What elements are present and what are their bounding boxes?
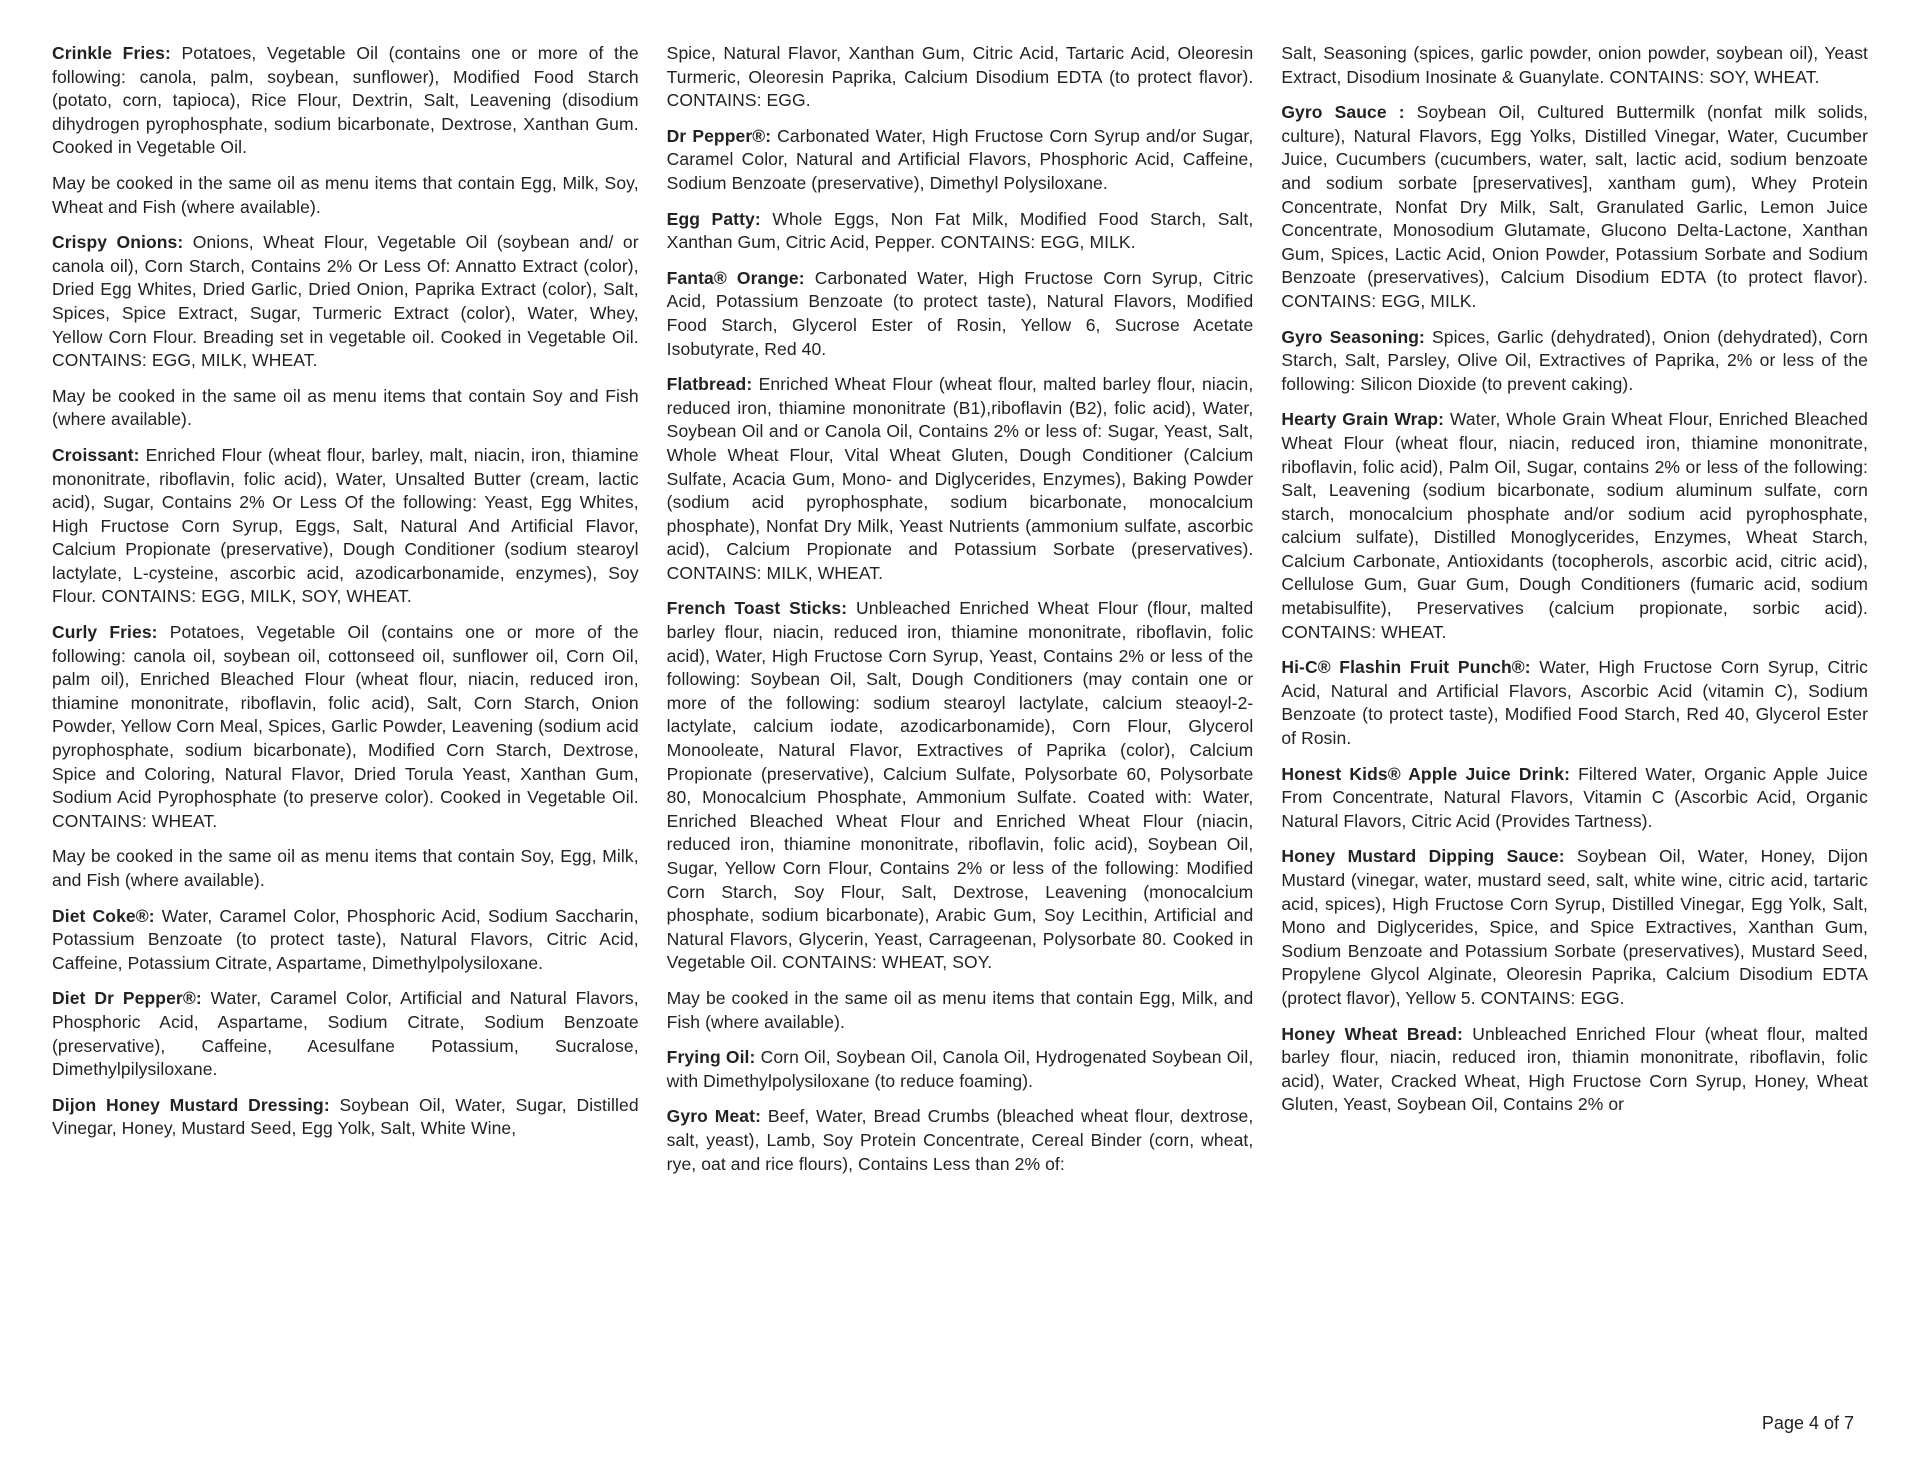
ingredient-paragraph (1281, 1023, 1868, 1117)
ingredient-item-text: Water, Caramel Color, Artificial and Natural Flavors, Phosphoric Acid, Aspartame, Sodium Citrate, Sodium Benzoate (preservative), Caffeine, Acesulfane Potassium, Sucralose, Dimethylpilysiloxane. (52, 988, 639, 1080)
ingredient-item-text: Spices, Garlic (dehydrated), Onion (dehydrated), Corn Starch, Salt, Parsley, Olive Oil, Extractives of Paprika, 2% or less of the following: Silicon Dioxide (to prevent caking). (1281, 326, 1869, 394)
ingredients-columns (52, 42, 1868, 1188)
ingredient-item-name: Crispy Onions: (52, 232, 184, 253)
note-paragraph (667, 42, 1254, 113)
ingredient-item-text: May be cooked in the same oil as menu items that contain Egg, Milk, Soy, Wheat and Fish (where available). (52, 172, 639, 217)
ingredient-item-text: Unbleached Enriched Wheat Flour (flour, malted barley flour, niacin, reduced iron, thiamine mononitrate, riboflavin, folic acid), Water, High Fructose Corn Syrup, Yeast, Contains 2% or less of the following: Soybean Oil, Salt, Dough Conditioners (may contain one or more of the following: sodium stearoyl lactylate, calcium steaoyl-2-lactylate, calcium iodate, azodicarbonamide), Corn Flour, Glycerol Monooleate, Natural Flavor, Extractives of Paprika (color), Calcium Propionate (preservative), Calcium Sulfate, Polysorbate 60, Polysorbate 80, Monocalcium Phosphate, Ammonium Sulfate. Coated with: Water, Enriched Bleached Wheat Flour and Enriched Wheat Flour (niacin, reduced iron, thiamine mononitrate, riboflavin, folic acid), Soybean Oil, Sugar, Yellow Corn Flour, Contains 2% or less of the following: Modified Corn Starch, Soy Flour, Salt, Dextrose, Leavening (monocalcium phosphate, sodium bicarbonate), Arabic Gum, Soy Lecithin, Artificial and Natural Flavors, Glycerin, Yeast, Carrageenan, Polysorbate 80. Cooked in Vegetable Oil. CONTAINS: WHEAT, SOY. (666, 598, 1254, 973)
ingredient-item-text: Unbleached Enriched Flour (wheat flour, malted barley flour, niacin, reduced iron, thiamin mononitrate, riboflavin, folic acid), Water, Cracked Wheat, High Fructose Corn Syrup, Honey, Wheat Gluten, Yeast, Soybean Oil, Contains 2% or (1281, 1023, 1869, 1115)
ingredient-item-name: Hearty Grain Wrap: (1281, 409, 1445, 430)
ingredient-item-text: Carbonated Water, High Fructose Corn Syrup, Citric Acid, Potassium Benzoate (to protect taste), Natural Flavors, Modified Food Starch, Glycerol Ester of Rosin, Yellow 6, Sucrose Acetate Isobutyrate, Red 40. (666, 267, 1254, 359)
column-1 (52, 42, 639, 1188)
ingredient-item-name: Curly Fries: (52, 622, 158, 643)
ingredient-item-name: French Toast Sticks: (666, 598, 848, 619)
ingredient-item-name: Frying Oil: (666, 1047, 756, 1068)
ingredient-item-text: Soybean Oil, Water, Sugar, Distilled Vinegar, Honey, Mustard Seed, Egg Yolk, Salt, White Wine, (52, 1094, 639, 1139)
ingredient-item-text: Water, High Fructose Corn Syrup, Citric Acid, Natural and Artificial Flavors, Ascorbic Acid (vitamin C), Sodium Benzoate (to protect taste), Modified Food Starch, Red 40, Glycerol Ester of Rosin. (1281, 657, 1869, 749)
ingredient-item-name: Gyro Seasoning: (1281, 326, 1425, 347)
ingredient-item-text: Enriched Wheat Flour (wheat flour, malted barley flour, niacin, reduced iron, thiamine mononitrate (B1),riboflavin (B2), folic acid), Water, Soybean Oil and or Canola Oil, Contains 2% or less of: Sugar, Yeast, Salt, Whole Wheat Flour, Vital Wheat Gluten, Dough Conditioner (Calcium Sulfate, Acacia Gum, Mono- and Diglycerides, Enzymes), Baking Powder (sodium acid pyrophosphate, sodium bicarbonate, monocalcium phosphate), Nonfat Dry Milk, Yeast Nutrients (ammonium sulfate, ascorbic acid), Calcium Propionate and Potassium Sorbate (preservatives). CONTAINS: MILK, WHEAT. (666, 374, 1254, 583)
ingredient-item-text: Beef, Water, Bread Crumbs (bleached wheat flour, dextrose, salt, yeast), Lamb, Soy Protein Concentrate, Cereal Binder (corn, wheat, rye, oat and rice flours), Contains Less than 2% of: (666, 1106, 1254, 1174)
ingredient-paragraph (52, 444, 639, 609)
ingredient-paragraph (667, 1046, 1254, 1093)
ingredient-paragraph (1281, 845, 1868, 1010)
note-paragraph (52, 845, 639, 892)
ingredient-item-name: Gyro Meat: (666, 1106, 761, 1127)
ingredient-item-text: Potatoes, Vegetable Oil (contains one or more of the following: canola oil, soybean oil, cottonseed oil, sunflower oil, Corn Oil, palm oil), Enriched Bleached Flour (wheat flour, niacin, reduced iron, thiamine mononitrate, riboflavin, folic acid), Salt, Corn Starch, Onion Powder, Yellow Corn Meal, Spices, Garlic Powder, Leavening (sodium acid pyrophosphate, sodium bicarbonate), Modified Corn Starch, Dextrose, Spice and Coloring, Natural Flavor, Dried Torula Yeast, Xanthan Gum, Sodium Acid Pyrophosphate (to preserve color). Cooked in Vegetable Oil. CONTAINS: WHEAT. (52, 622, 639, 831)
ingredient-paragraph (52, 987, 639, 1081)
ingredient-paragraph (1281, 408, 1868, 644)
ingredient-item-text: Spice, Natural Flavor, Xanthan Gum, Citric Acid, Tartaric Acid, Oleoresin Turmeric, Oleoresin Paprika, Calcium Disodium EDTA (to protect flavor). CONTAINS: EGG. (666, 43, 1254, 111)
ingredient-item-name: Fanta® Orange: (666, 267, 805, 288)
ingredient-item-name: Hi-C® Flashin Fruit Punch®: (1281, 657, 1531, 678)
ingredient-item-text: Carbonated Water, High Fructose Corn Syrup and/or Sugar, Caramel Color, Natural and Artificial Flavors, Phosphoric Acid, Caffeine, Sodium Benzoate (preservative), Dimethyl Polysiloxane. (666, 125, 1254, 193)
ingredient-paragraph (1281, 101, 1868, 313)
ingredient-item-name: Egg Patty: (666, 208, 761, 229)
ingredient-item-text: Soybean Oil, Water, Honey, Dijon Mustard (vinegar, water, mustard seed, salt, white wine, citric acid, tartaric acid, spices), High Fructose Corn Syrup, Distilled Vinegar, Egg Yolk, Salt, Mono and Diglycerides, Spice, and Spice Extractives, Xanthan Gum, Sodium Benzoate and Potassium Sorbate (preservatives), Mustard Seed, Propylene Glycol Alginate, Oleoresin Paprika, Calcium Disodium EDTA (protect flavor), Yellow 5. CONTAINS: EGG. (1281, 846, 1869, 1008)
ingredient-item-name: Crinkle Fries: (52, 43, 171, 63)
ingredient-item-name: Dijon Honey Mustard Dressing: (52, 1094, 330, 1115)
ingredient-paragraph (1281, 326, 1868, 397)
ingredient-paragraph (667, 597, 1254, 975)
ingredient-paragraph (52, 231, 639, 373)
ingredient-item-name: Dr Pepper®: (666, 125, 772, 146)
ingredient-paragraph (1281, 763, 1868, 834)
ingredient-paragraph (667, 267, 1254, 361)
ingredient-item-text: Enriched Flour (wheat flour, barley, malt, niacin, iron, thiamine mononitrate, riboflavin, folic acid), Water, Unsalted Butter (cream, lactic acid), Sugar, Contains 2% Or Less Of the following: Yeast, Egg Whites, High Fructose Corn Syrup, Eggs, Salt, Natural And Artificial Flavor, Calcium Propionate (preservative), Dough Conditioner (sodium stearoyl lactylate, L-cysteine, ascorbic acid, azodicarbonamide, enzymes), Soy Flour. CONTAINS: EGG, MILK, SOY, WHEAT. (52, 444, 639, 607)
ingredient-paragraph (52, 42, 639, 160)
ingredient-item-text: May be cooked in the same oil as menu items that contain Egg, Milk, and Fish (where available). (666, 987, 1254, 1032)
ingredient-item-text: Potatoes, Vegetable Oil (contains one or more of the following: canola, palm, soybean, sunflower), Modified Food Starch (potato, corn, tapioca), Rice Flour, Dextrin, Salt, Leavening (disodium dihydrogen pyrophosphate, sodium bicarbonate, Dextrose, Xanthan Gum. Cooked in Vegetable Oil. (52, 43, 639, 158)
note-paragraph (1281, 42, 1868, 89)
page-number-label: Page 4 of 7 (1761, 1413, 1854, 1433)
ingredient-item-name: Flatbread: (666, 374, 753, 395)
ingredient-item-text: Filtered Water, Organic Apple Juice From Concentrate, Natural Flavors, Vitamin C (Ascorbic Acid, Organic Natural Flavors, Citric Acid (Provides Tartness). (1281, 763, 1869, 831)
ingredient-item-text: May be cooked in the same oil as menu items that contain Soy, Egg, Milk, and Fish (where available). (52, 846, 639, 890)
ingredient-item-text: Corn Oil, Soybean Oil, Canola Oil, Hydrogenated Soybean Oil, with Dimethylpolysiloxane (to reduce foaming). (666, 1047, 1254, 1091)
ingredient-paragraph (52, 621, 639, 833)
ingredient-item-name: Croissant: (52, 444, 140, 465)
ingredient-paragraph (1281, 656, 1868, 750)
ingredient-item-name: Honey Wheat Bread: (1281, 1023, 1463, 1044)
ingredient-item-text: May be cooked in the same oil as menu items that contain Soy and Fish (where available). (52, 385, 639, 430)
ingredient-item-text: Water, Caramel Color, Phosphoric Acid, Sodium Saccharin, Potassium Benzoate (to protect taste), Natural Flavors, Citric Acid, Caffeine, Potassium Citrate, Aspartame, Dimethylpolysiloxane. (52, 905, 639, 973)
ingredient-paragraph (667, 125, 1254, 196)
ingredient-item-text: Water, Whole Grain Wheat Flour, Enriched Bleached Wheat Flour (wheat flour, niacin, reduced iron, thiamine mononitrate, riboflavin, folic acid), Palm Oil, Sugar, contains 2% or less of the following: Salt, Leavening (sodium bicarbonate, sodium aluminum sulfate, corn starch, monocalcium phosphate and/or sodium acid pyrophosphate, calcium sulfate), Distilled Monoglycerides, Enzymes, Wheat Starch, Calcium Carbonate, Antioxidants (tocopherols, ascorbic acid, citric acid), Cellulose Gum, Guar Gum, Dough Conditioners (fumaric acid, sodium metabisulfite), Preservatives (calcium propionate, sorbic acid). CONTAINS: WHEAT. (1281, 409, 1869, 642)
ingredient-item-name: Honest Kids® Apple Juice Drink: (1281, 763, 1570, 784)
column-3 (1281, 42, 1868, 1188)
ingredient-item-text: Whole Eggs, Non Fat Milk, Modified Food Starch, Salt, Xanthan Gum, Citric Acid, Pepper. CONTAINS: EGG, MILK. (666, 208, 1254, 253)
ingredient-paragraph (52, 905, 639, 976)
ingredient-item-name: Diet Dr Pepper®: (52, 988, 202, 1009)
ingredient-item-name: Diet Coke®: (52, 905, 155, 926)
ingredient-item-name: Honey Mustard Dipping Sauce: (1281, 846, 1565, 867)
note-paragraph (52, 172, 639, 219)
ingredient-item-text: Soybean Oil, Cultured Buttermilk (nonfat milk solids, culture), Natural Flavors, Egg Yolks, Distilled Vinegar, Water, Cucumber Juice, Cucumbers (cucumbers, water, salt, lactic acid, sodium benzoate and sodium sorbate [preservatives], xantham gum), Whey Protein Concentrate, Nonfat Dry Milk, Salt, Granulated Garlic, Lemon Juice Concentrate, Monosodium Glutamate, Glucono Delta-Lactone, Xanthan Gum, Spices, Lactic Acid, Onion Powder, Potassium Sorbate and Sodium Benzoate (preservatives), Calcium Disodium EDTA (to protect flavor). CONTAINS: EGG, MILK. (1281, 102, 1869, 311)
ingredient-paragraph (667, 1105, 1254, 1176)
note-paragraph (667, 987, 1254, 1034)
ingredient-paragraph (667, 208, 1254, 255)
ingredient-item-name: Gyro Sauce : (1281, 102, 1405, 123)
ingredient-paragraph (667, 373, 1254, 585)
note-paragraph (52, 385, 639, 432)
ingredient-paragraph (52, 1094, 639, 1141)
column-2 (667, 42, 1254, 1188)
ingredient-item-text: Onions, Wheat Flour, Vegetable Oil (soybean and/ or canola oil), Corn Starch, Contains 2% Or Less Of: Annatto Extract (color), Dried Egg Whites, Dried Garlic, Dried Onion, Paprika Extract (color), Salt, Spices, Spice Extract, Sugar, Turmeric Extract (color), Water, Whey, Yellow Corn Flour. Breading set in vegetable oil. Cooked in Vegetable Oil. CONTAINS: EGG, MILK, WHEAT. (52, 232, 639, 371)
ingredient-item-text: Salt, Seasoning (spices, garlic powder, onion powder, soybean oil), Yeast Extract, Disodium Inosinate & Guanylate. CONTAINS: SOY, WHEAT. (1281, 43, 1869, 87)
